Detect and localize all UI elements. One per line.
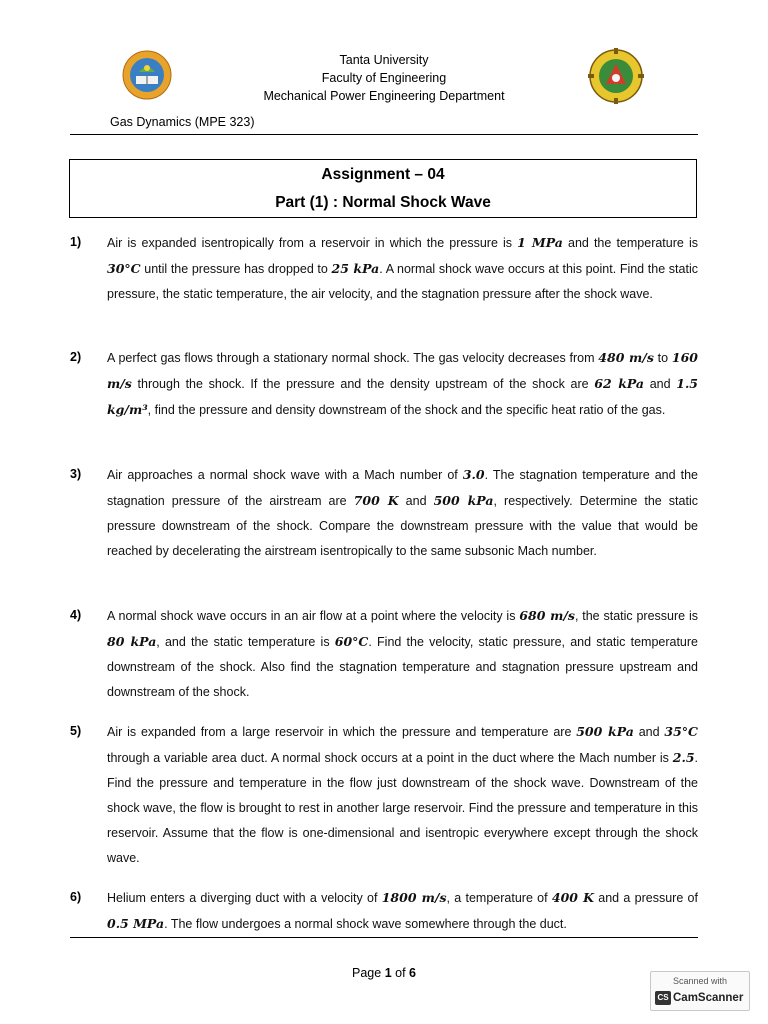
problem-text: Helium enters a diverging duct with a velocity of 1800 m/s, a temperature of 400 K and a pressure of 0.5 MPa. The flow undergoes a normal shock wave somewhere through the duct. bbox=[107, 890, 698, 931]
page-number: Page 1 of 6 bbox=[352, 966, 416, 980]
problem-number: 2) bbox=[70, 350, 82, 364]
problem-number: 5) bbox=[70, 724, 82, 738]
problem-text: Air is expanded from a large reservoir in which the pressure and temperature are 500 kPa and 35°C through a variable area duct. A normal shock occurs at a point in the duct where the Mach number is 2.5. Find the pressure and temperature in the flow just downstream of the shock wave. Downstream of the shock wave, the flow is brought to rest in another large reservoir. Find the pressure and temperature in this reservoir. Assume that the flow is one-dimensional and isentropic everywhere except through the shock wave. bbox=[107, 724, 698, 865]
university-name: Tanta University bbox=[339, 53, 429, 67]
problem-text: Air approaches a normal shock wave with a Mach number of 3.0. The stagnation temperature and the stagnation pressure of the airstream are 700 K and 500 kPa, respectively. Determine the static pressure downstream of the shock. Compare the downstream pressure with the value that would be reached by decelerating the airstream isentropically to the same subsonic Mach number. bbox=[107, 467, 699, 558]
faculty-name: Faculty of Engineering bbox=[321, 71, 447, 85]
problem-text: Air is expanded isentropically from a reservoir in which the pressure is 1 MPa and the temperature is 30°C until the pressure has dropped to 25 kPa. A normal shock wave occurs at this point. Find the static pressure, the static temperature, the air velocity, and the stagnation pressure after the shock wave. bbox=[107, 235, 698, 301]
assignment-title-box bbox=[69, 159, 697, 218]
department-name: Mechanical Power Engineering Department bbox=[263, 89, 505, 103]
document-header bbox=[0, 51, 768, 105]
assignment-title: Assignment – 04 bbox=[321, 166, 445, 183]
camscanner-brand: CamScanner bbox=[673, 992, 744, 1004]
course-name: Gas Dynamics (MPE 323) bbox=[110, 115, 255, 129]
header-divider bbox=[70, 134, 698, 135]
camscanner-watermark bbox=[650, 971, 750, 1011]
problem-number: 1) bbox=[70, 235, 82, 249]
problem-number: 4) bbox=[70, 608, 82, 622]
problem-text: A normal shock wave occurs in an air flow at a point where the velocity is 680 m/s, the static pressure is 80 kPa, and the static temperature is 60°C. Find the velocity, static pressure, and static temperature downstream of the shock. Also find the stagnation temperature and stagnation pressure upstream and downstream of the shock. bbox=[107, 608, 698, 699]
scanned-with-label: Scanned with bbox=[672, 976, 728, 986]
problem-text: A perfect gas flows through a stationary normal shock. The gas velocity decreases from 480 m/s to 160 m/s through the shock. If the pressure and the density upstream of the shock are 62 kPa and 1.5 kg/m³, find the pressure and density downstream of the shock and the specific heat ratio of the gas. bbox=[107, 350, 698, 417]
problem-number: 3) bbox=[70, 467, 82, 481]
footer-divider bbox=[70, 937, 698, 938]
assignment-subtitle: Part (1) : Normal Shock Wave bbox=[275, 194, 491, 211]
problem-number: 6) bbox=[70, 890, 82, 904]
camscanner-icon: CS bbox=[655, 991, 671, 1005]
